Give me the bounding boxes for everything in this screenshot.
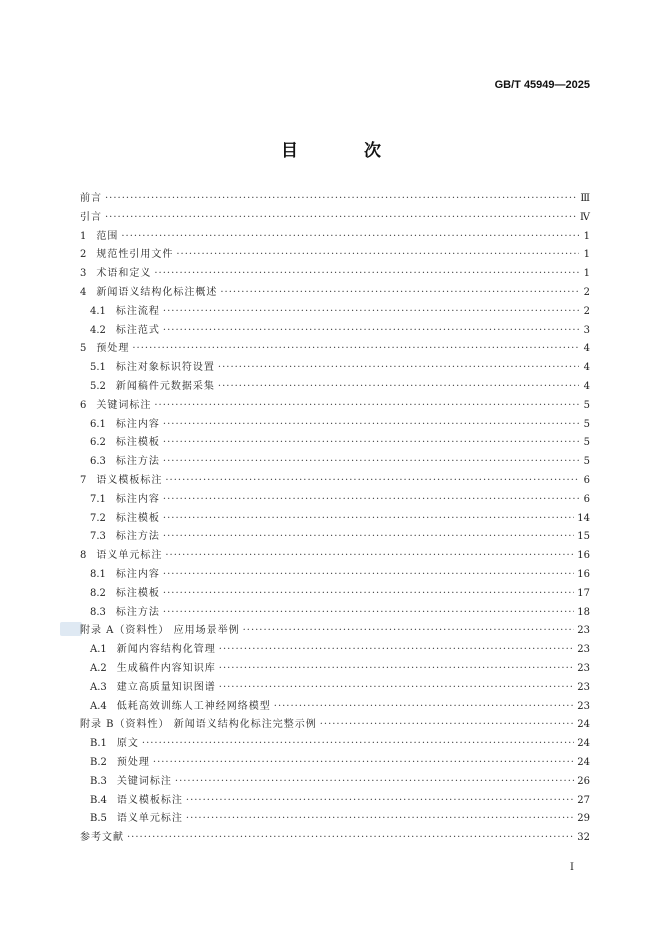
- toc-entry[interactable]: [80, 452, 590, 471]
- toc-entry-title: 新闻内容结构化管理: [116, 644, 216, 656]
- toc-entry[interactable]: [80, 227, 590, 246]
- toc-entry[interactable]: [80, 490, 590, 509]
- toc-entry[interactable]: [80, 302, 590, 321]
- toc-entry-title: 范围: [96, 230, 119, 242]
- toc-entry-page: 24: [577, 738, 590, 750]
- toc-entry-title: 标注流程: [115, 305, 160, 317]
- toc-entry-title: 语义单元标注: [96, 550, 163, 562]
- toc-entry[interactable]: [80, 640, 590, 659]
- toc-entry[interactable]: [80, 396, 590, 415]
- toc-entry-number: 3: [80, 268, 87, 280]
- toc-entry-page: 23: [577, 644, 590, 656]
- toc-entry-page: 26: [577, 775, 590, 787]
- toc-entry-title: 原文: [116, 738, 139, 750]
- toc-entry-title: 附录 A（资料性） 应用场景举例: [80, 625, 240, 637]
- toc-entry[interactable]: [80, 264, 590, 283]
- toc-entry-title: 预处理: [116, 756, 150, 768]
- toc-entry-number: B.3: [90, 775, 107, 787]
- toc-entry-page: 23: [577, 700, 590, 712]
- toc-entry-number: 6: [80, 399, 87, 411]
- toc-entry-number: 8.3: [90, 606, 106, 618]
- toc-entry-title: 生成稿件内容知识库: [116, 662, 216, 674]
- toc-leader-dots: [121, 231, 579, 242]
- toc-leader-dots: [163, 531, 574, 542]
- toc-entry[interactable]: [80, 471, 590, 490]
- toc-leader-dots: [163, 569, 574, 580]
- toc-leader-dots: [163, 588, 574, 599]
- toc-entry-page: 1: [583, 268, 590, 280]
- toc-entry[interactable]: [80, 283, 590, 302]
- toc-entry-page: 23: [577, 662, 590, 674]
- toc-entry-number: 6.1: [90, 418, 106, 430]
- toc-entry-page: 4: [583, 380, 590, 392]
- toc-entry-page: 4: [583, 343, 590, 355]
- toc-leader-dots: [220, 287, 579, 298]
- toc-leader-dots: [176, 249, 579, 260]
- toc-entry-page: Ⅲ: [580, 193, 590, 204]
- toc-entry[interactable]: [80, 189, 590, 208]
- toc-entry[interactable]: [80, 753, 590, 772]
- toc-entry-number: 6.3: [90, 456, 106, 468]
- toc-leader-dots: [218, 362, 579, 373]
- toc-entry-title: 语义单元标注: [116, 813, 183, 825]
- toc-entry-number: B.5: [90, 813, 107, 825]
- toc-entry-title: 规范性引用文件: [96, 249, 174, 261]
- toc-entry-title: 标注方法: [115, 456, 160, 468]
- toc-entry-number: A.1: [90, 644, 107, 656]
- toc-entry-page: 6: [583, 493, 590, 505]
- toc-entry[interactable]: [80, 603, 590, 622]
- toc-entry-number: A.4: [90, 700, 107, 712]
- toc-leader-dots: [163, 494, 579, 505]
- toc-leader-dots: [186, 813, 574, 824]
- toc-entry-title: 引言: [80, 211, 102, 223]
- toc-entry-number: 6.2: [90, 437, 106, 449]
- toc-entry[interactable]: [80, 828, 590, 847]
- toc-entry-number: 7.2: [90, 512, 106, 524]
- toc-leader-dots: [163, 437, 579, 448]
- toc-leader-dots: [219, 663, 575, 674]
- toc-entry-title: 语义模板标注: [96, 474, 163, 486]
- toc-entry-title: 标注方法: [115, 531, 160, 543]
- toc-entry-page: 15: [577, 531, 590, 543]
- toc-leader-dots: [132, 343, 579, 354]
- toc-entry-number: A.2: [90, 662, 107, 674]
- toc-entry[interactable]: [80, 527, 590, 546]
- toc-entry-page: 1: [583, 249, 590, 261]
- toc-entry-page: 5: [583, 456, 590, 468]
- toc-entry-number: 7.3: [90, 531, 106, 543]
- toc-entry-title: 标注内容: [115, 418, 160, 430]
- toc-entry[interactable]: [80, 621, 590, 640]
- toc-leader-dots: [154, 268, 579, 279]
- toc-entry-number: 7: [80, 474, 87, 486]
- toc-entry-title: 标注模板: [115, 512, 160, 524]
- toc-entry-title: 预处理: [96, 343, 130, 355]
- toc-entry-page: 17: [577, 587, 590, 599]
- toc-entry-number: 7.1: [90, 493, 106, 505]
- toc-entry-number: 8.1: [90, 568, 106, 580]
- toc-entry-title: 标注内容: [115, 493, 160, 505]
- toc-entry-number: 1: [80, 230, 87, 242]
- toc-entry-title: 标注对象标识符设置: [115, 362, 215, 374]
- toc-entry[interactable]: [80, 809, 590, 828]
- toc-entry-number: 5.1: [90, 362, 106, 374]
- toc-entry-page: 32: [577, 832, 590, 844]
- toc-entry-page: 4: [583, 362, 590, 374]
- toc-leader-dots: [163, 607, 574, 618]
- toc-entry[interactable]: [80, 584, 590, 603]
- toc-leader-dots: [243, 625, 575, 636]
- toc-leader-dots: [219, 682, 575, 693]
- toc-entry-number: 4.1: [90, 305, 106, 317]
- toc-entry-title: 标注内容: [115, 568, 160, 580]
- toc-leader-dots: [186, 795, 574, 806]
- toc-entry-page: 5: [583, 418, 590, 430]
- toc-entry[interactable]: [80, 697, 590, 716]
- toc-leader-dots: [142, 738, 574, 749]
- toc-entry-page: Ⅳ: [580, 211, 590, 223]
- toc-entry-page: 6: [583, 474, 590, 486]
- toc-entry[interactable]: [80, 321, 590, 340]
- toc-entry-page: 3: [583, 324, 590, 336]
- toc-entry-number: 8: [80, 550, 87, 562]
- toc-entry-title: 标注范式: [115, 324, 160, 336]
- toc-entry-number: B.2: [90, 756, 107, 768]
- toc-entry-title: 标注方法: [115, 606, 160, 618]
- toc-entry-page: 18: [577, 606, 590, 618]
- toc-entry[interactable]: [80, 377, 590, 396]
- toc-entry-number: 4: [80, 286, 87, 298]
- toc-entry-title: 关键词标注: [116, 775, 172, 787]
- toc-entry[interactable]: [80, 245, 590, 264]
- toc-entry-title: 新闻稿件元数据采集: [115, 380, 215, 392]
- toc-entry-page: 24: [577, 756, 590, 768]
- toc-entry-title: 标注模板: [115, 587, 160, 599]
- toc-entry-title: 术语和定义: [96, 268, 152, 280]
- toc-entry-page: 14: [577, 512, 590, 524]
- toc-entry-title: 建立高质量知识图谱: [116, 681, 216, 693]
- toc-entry[interactable]: [80, 208, 590, 227]
- toc-leader-dots: [163, 513, 574, 524]
- toc-leader-dots: [154, 400, 579, 411]
- toc-entry-page: 5: [583, 399, 590, 411]
- toc-entry-title: 新闻语义结构化标注概述: [96, 286, 218, 298]
- toc-leader-dots: [163, 456, 579, 467]
- toc-entry[interactable]: [80, 433, 590, 452]
- toc-entry-page: 23: [577, 681, 590, 693]
- toc-entry-page: 29: [577, 813, 590, 825]
- toc-entry[interactable]: [80, 358, 590, 377]
- watermark-mark: [60, 622, 82, 636]
- toc-entry-title: 标注模板: [115, 437, 160, 449]
- page-title: 目 次: [281, 141, 411, 161]
- toc-entry[interactable]: [80, 659, 590, 678]
- toc-leader-dots: [218, 381, 579, 392]
- toc-entry[interactable]: [80, 546, 590, 565]
- toc-leader-dots: [320, 719, 575, 730]
- toc-leader-dots: [163, 306, 579, 317]
- toc-entry-page: 16: [577, 550, 590, 562]
- toc-entry-title: 语义模板标注: [116, 794, 183, 806]
- toc-entry-number: 8.2: [90, 587, 106, 599]
- toc-entry-number: A.3: [90, 681, 107, 693]
- toc-entry-page: 2: [583, 286, 590, 298]
- toc-entry-number: 4.2: [90, 324, 106, 336]
- toc-entry-title: 参考文献: [80, 832, 124, 844]
- toc-entry[interactable]: [80, 565, 590, 584]
- toc-entry[interactable]: [80, 509, 590, 528]
- toc-entry-page: 5: [583, 437, 590, 449]
- toc-entry-number: B.1: [90, 738, 107, 750]
- toc-entry-page: 27: [577, 794, 590, 806]
- toc-leader-dots: [165, 550, 574, 561]
- page-number: I: [570, 862, 574, 873]
- toc-entry[interactable]: [80, 791, 590, 810]
- table-of-contents: [80, 189, 590, 847]
- toc-entry-number: B.4: [90, 794, 107, 806]
- toc-entry[interactable]: [80, 734, 590, 753]
- toc-entry[interactable]: [80, 678, 590, 697]
- toc-leader-dots: [274, 701, 575, 712]
- toc-entry-title: 低耗高效训练人工神经网络模型: [116, 700, 271, 712]
- toc-entry[interactable]: [80, 772, 590, 791]
- toc-leader-dots: [127, 832, 574, 843]
- toc-entry-title: 前言: [80, 193, 102, 204]
- toc-entry-number: 5.2: [90, 380, 106, 392]
- toc-entry-number: 5: [80, 343, 87, 355]
- toc-leader-dots: [219, 644, 575, 655]
- toc-entry-title: 关键词标注: [96, 399, 152, 411]
- toc-leader-dots: [105, 212, 577, 223]
- toc-leader-dots: [163, 325, 579, 336]
- toc-leader-dots: [165, 475, 579, 486]
- toc-entry-page: 23: [577, 625, 590, 637]
- toc-entry-number: 2: [80, 249, 87, 261]
- toc-leader-dots: [105, 193, 577, 204]
- toc-leader-dots: [153, 757, 574, 768]
- toc-entry-title: 附录 B（资料性） 新闻语义结构化标注完整示例: [80, 719, 317, 731]
- toc-entry-page: 24: [577, 719, 590, 731]
- toc-entry[interactable]: [80, 415, 590, 434]
- toc-entry[interactable]: [80, 715, 590, 734]
- toc-leader-dots: [163, 419, 579, 430]
- toc-entry-page: 16: [577, 568, 590, 580]
- toc-leader-dots: [175, 776, 574, 787]
- document-code: GB/T 45949—2025: [494, 79, 590, 91]
- toc-entry[interactable]: [80, 339, 590, 358]
- toc-entry-page: 2: [583, 305, 590, 317]
- toc-entry-page: 1: [583, 230, 590, 242]
